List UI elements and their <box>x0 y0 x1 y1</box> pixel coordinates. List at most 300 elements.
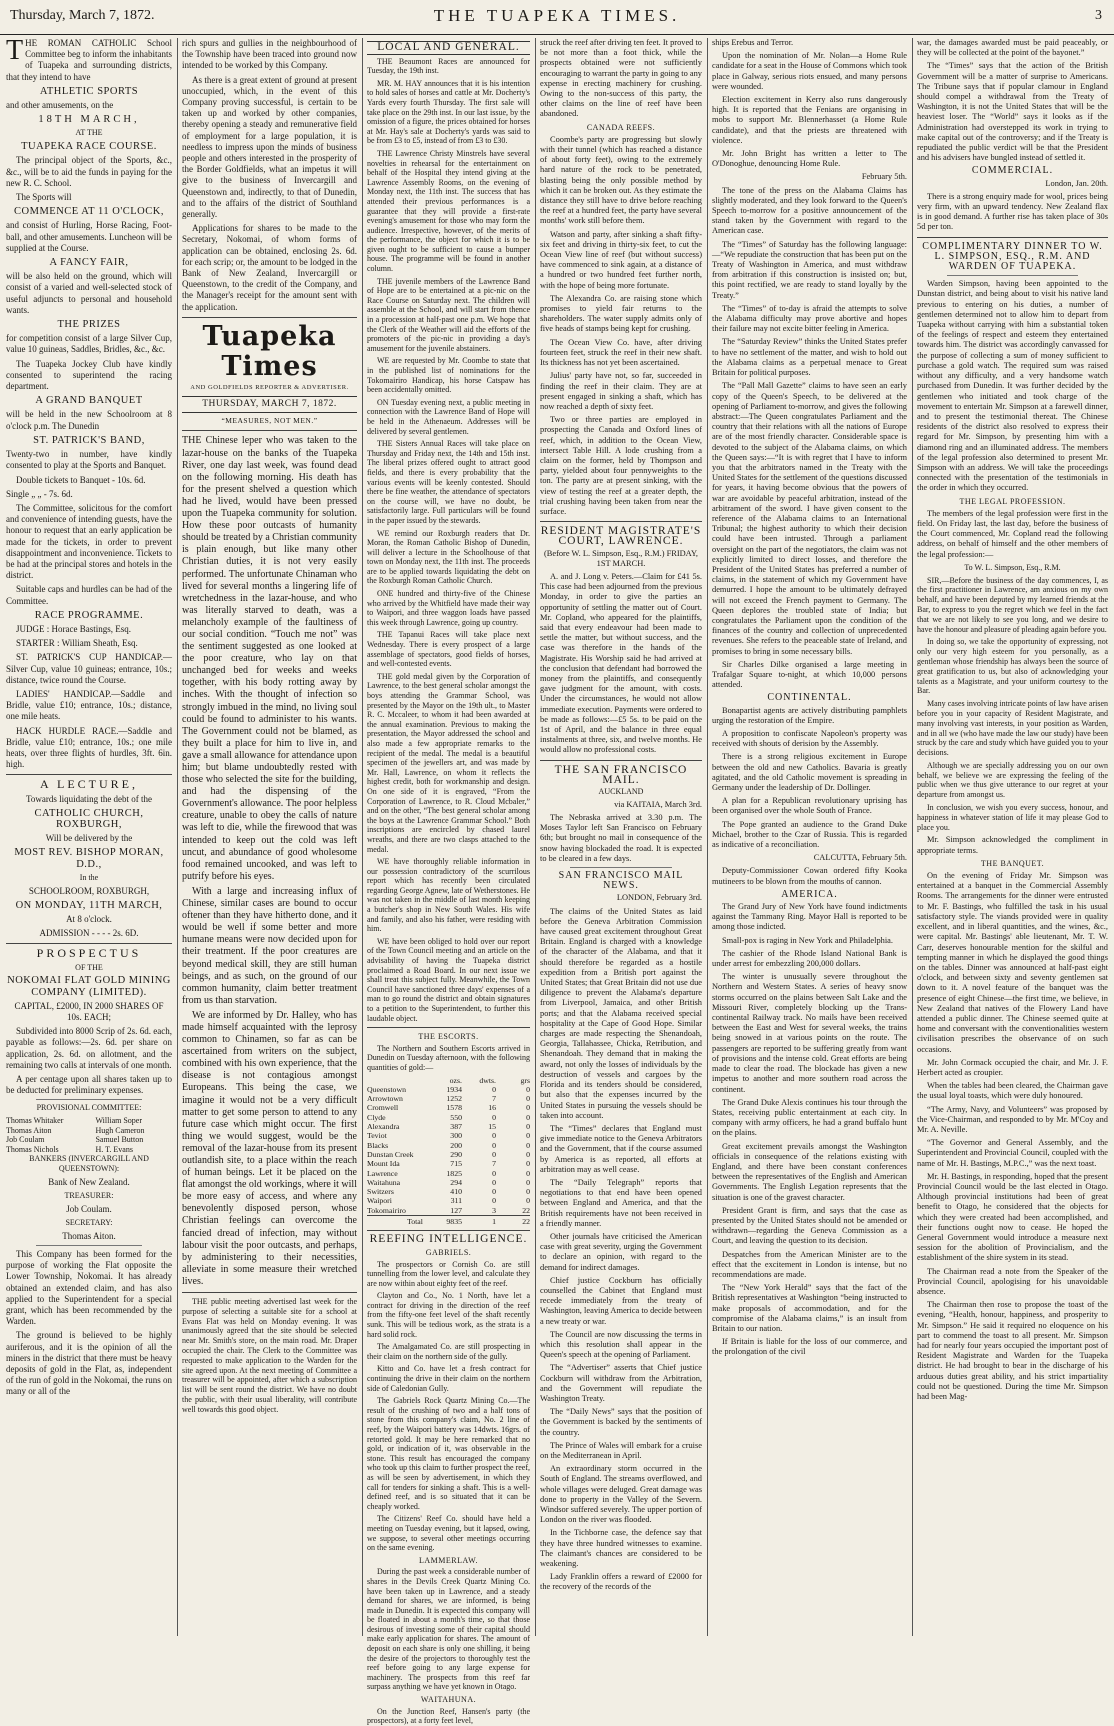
table-cell: 715 <box>450 1159 462 1169</box>
news-item: The Grand Jury of New York have found indictments against the Tammany Ring. Mayor Hall is reported to be among those indicted. <box>712 902 907 932</box>
table-cell: Alexandra <box>367 1122 400 1132</box>
table-cell: 15 <box>488 1122 496 1132</box>
table-cell: Total <box>367 1216 428 1227</box>
column-rule <box>177 38 178 1636</box>
committee-member: H. T. Evans <box>95 1144 133 1154</box>
ad-text: At 8 o'clock. <box>66 914 112 924</box>
table-cell: 0 <box>526 1187 530 1197</box>
ad-subheading: A FANCY FAIR, <box>49 257 129 269</box>
section-heading: LOCAL AND GENERAL. <box>367 41 530 55</box>
table-cell: 0 <box>492 1168 496 1178</box>
ad-text: The Committee, solicitous for the comfort and convenience of intending guests, have the honour to request that an early application be made for the tickets, in order to prevent disappointment and inconvenience. Tickets to be had at the principal stores and hotels in the district. <box>6 502 172 581</box>
section-heading: RESIDENT MAGISTRATE'S COURT, LAWRENCE. <box>540 525 702 548</box>
table-cell: Cromwell <box>367 1103 399 1113</box>
news-item: There is a strong enquiry made for wool, prices being very firm, with an upward tendency. New Zealand flax is in good demand. A further rise has taken place of 30s 5d per ton. <box>917 191 1108 232</box>
section-heading: CONTINENTAL. <box>767 692 852 704</box>
editorial-paragraph: THE Chinese leper who was taken to the lazar-house on the banks of the Tuapeka River, one day last week, was found dead on the following morning. His death has for the present shelved a question which had he lived, would have been pressed upon the Tuapeka community for solution. How these poor outcasts of humanity should be treated by a Christian community is plain enough, but like many other Christian duties, it is not very easily performed. The unfortunate Chinaman who lived for several months a lingering life of wretchedness in the lazar-house, and who was literally starved to death, was a melancholy example of the faultiness of our social condition. “Touch me not” was the sentiment suggested as one looked at the poor creature, who lay on that unchanged bed for weeks and weeks together, with his body rotting away by inches. With the thought of infection so strongly imbued in the mind, no living soul could be found to administer to his wants. The Government could not be blamed, as they built a place for him to live in, and gave a small allowance for attendance upon him; but blame undoubtedly rested with those who selected the site for the building, and had the dispensing of the Government's allowance. The poor helpless creature, unable to obey the calls of nature was left to die, while the firewood that was intended to keep out the cold was left uncut, and abundance of good wholesome food remained uncooked, and was left to putrify before his eyes. <box>182 435 357 882</box>
news-item: Upon the nomination of Mr. Nolan—a Home Rule candidate for a seat in the House of Commons which took place in Galway, serious riots ensued, and many persons were wounded. <box>712 51 907 91</box>
news-item: Watson and party, after sinking a shaft fifty-six feet and driving in thirty-six feet, to cut the Ocean View line of reef (but without success) have commenced to sink again, at a distance of a hundred or two hundred feet further north, with the hope of being more fortunate. <box>540 229 702 290</box>
table-cell: 0 <box>526 1112 530 1122</box>
editorial-paragraph: We are informed by Dr. Halley, who has made himself acquainted with the leprosy common to Chinamen, so far as can be ascertained from writers on the subject, combined with his own experience, that the disease is not contagious amongst Europeans. This being the case, we imagine it would not be a very difficult matter to get some person to attend to any future case which might occur. The first thing we would suggest, would be the removal of the lazar-house from its present outlandish site, to a place within the reach of human beings. Let it be placed on the flat amongst the old workings, where it will be more easy of access, and where any benevolently disposed person, whose Christian feelings can overcome the fancied dread of infection, may without labour visit the poor outcasts, and perhaps, by administering to their necessities, alleviate in some measure their wretched lives. <box>182 1009 357 1287</box>
news-item: Election excitement in Kerry also runs dangerously high. It is reported that the Fenians are organising in mobs to support Mr. Blennerhasset (a Home Rule candidate), and that the priests are threatened with violence. <box>712 95 907 145</box>
news-item: Despatches from the American Minister are to the effect that the excitement in London is intense, but no recommendations are made. <box>712 1249 907 1279</box>
news-item: The cashier of the Rhode Island National Bank is under arrest for embezzling 200,000 dollars. <box>712 948 907 969</box>
ad-heading: A LECTURE, <box>40 777 138 792</box>
ad-text: will be held in the new Schoolroom at 8 o'clock p.m. The Dunedin <box>6 409 172 431</box>
table-cell: Waipori <box>367 1196 392 1206</box>
news-item: The tone of the press on the Alabama Claims has slightly moderated, and they look forward to the Queen's Speech to-morrow for a positive announcement of the stand taken by the Government with regard to the American case. <box>712 185 907 236</box>
table-cell: 294 <box>450 1177 462 1187</box>
ad-subheading: RACE PROGRAMME. <box>34 609 144 621</box>
table-cell: 0 <box>492 1149 496 1159</box>
news-item: The “Advertiser” asserts that Chief justice Cockburn will withdraw from the Arbitration, and the Government will repudiate the Washington Treaty. <box>540 1363 702 1403</box>
news-item: A proposition to confiscate Napoleon's property was received with shouts of derision by the Assembly. <box>712 729 907 749</box>
news-item: A plan for a Republican revolutionary uprising has been organised over the whole South of France. <box>712 796 907 816</box>
news-item: THE public meeting advertised last week for the purpose of selecting a suitable site for a school at Evans Flat was held on Monday evening. It was unanimously agreed that the site should be selected near Mr. Smith's store, on the main road. Mr. Draper occupied the chair. The Clerk to the Committee was requested to make application to the Warden for the site agreed upon. At the next meeting of Committee a treasurer will be appointed, after which a subscription list will be sent round the district. We have no doubt the public, with their usual liberality, will contribute well towards this good object. <box>182 1297 357 1414</box>
divider <box>947 275 1078 276</box>
section-subheading: GABRIELS. <box>425 1247 472 1257</box>
news-item: Great excitement prevails amongst the Washington officials in consequence of the relations existing with England, and there have been constant conferences between the representatives of the English and American Governments. The English Legation represents that the situation is one of the gravest character. <box>712 1141 907 1202</box>
news-item: Julius' party have not, so far, succeeded in finding the reef in their claim. They are at present engaged in sinking a shaft, which has now reached a depth of sixty feet. <box>540 371 702 411</box>
news-item: The “Times” of to-day is afraid the attempts to solve the Alabama difficulty may prove abortive and hopes their failure may not excite bitter feeling in America. <box>712 303 907 334</box>
ad-subheading: A GRAND BANQUET <box>35 395 143 407</box>
news-item: THE gold medal given by the Corporation of Lawrence, to the best general scholar amongst the boys attending the Grammar School, was presented by the Mayor on the 19th ult., to Master R. C. Mccaleer, to whom it had been awarded at the annual examination. Previous to making the presentation, the Mayor addressed the school and also made a few appropriate remarks to the recipient of the medal. The medal is a beautiful specimen of the jewellers art, and was made by Mr. Hall, Lawrence, on whom it reflects the highest credit, both for workmanship and design. On one side of it is engraved, “From the Corporation of Lawrence, to R. Cloud Mcbaler,” and on the other, “The best general scholar among the boys at the Lawrence Grammar School.” Both inscriptions are encircled by chased laurel wreaths, and there are two clasps attached to the medal. <box>367 671 530 854</box>
section-subheading: CANADA REEFS. <box>586 122 656 132</box>
divider <box>182 1292 357 1293</box>
news-item: The Chairman read a note from the Speaker of the Provincial Council, apologising for his unavoidable absence. <box>917 1266 1108 1296</box>
section-heading: THE SAN FRANCISCO MAIL. <box>554 763 688 786</box>
dateline: LONDON, February 3rd. <box>616 893 702 903</box>
column-3 <box>367 38 530 1726</box>
committee-member: William Soper <box>95 1116 143 1126</box>
ad-text: Subdivided into 8000 Scrip of 2s. 6d. each, payable as follows:—2s. 6d. per share on application, 2s. 6d. on allotment, and the remaining two calls at intervals of one month. <box>6 1026 172 1070</box>
table-cell: 9835 <box>428 1216 462 1227</box>
address-text: Although we are specially addressing you on our own behalf, we believe we are expressing the feeling of the public when we thus give utterance to our regret at your departure from amongst us. <box>917 760 1108 800</box>
news-item: “The Governor and General Assembly, and the Superintendent and Provincial Council, coupled with the name of Mr. H. Bastings, M.P.C.,” was the next toast. <box>917 1138 1108 1168</box>
table-row <box>367 1178 530 1187</box>
news-item: THE Lawrence Christy Minstrels have several novelties in rehearsal for the entertainment on behalf of the Hospital they intend giving at the Lawrence Assembly Rooms, on the evening of Monday next, the 11th inst. The success that has attended their previous performances is a guarantee that they will provide a first-rate evening's amusement for those who may form the audience. Irrespective, however, of the merits of the performance, the object for which it is to be given ought to be sufficient to cause a bumper house. The programme will be found in another column. <box>367 148 530 274</box>
committee-member: Thomas Whitaker <box>6 1116 64 1126</box>
news-item: war, the damages awarded must be paid peaceably, or they will be collected at the point of the bayonet.” <box>917 38 1108 58</box>
news-item: The Gabriels Rock Quartz Mining Co.—The result of the crushing of two and a half tons of stone from this company's claim, No. 2 line of reef, by the Waipori battery was 14dwts. 16grs. of retorted gold. It may be here remarked that no gold, or indication of it, was observable in the stone. This result has encouraged the company who took up this claim to further prospect the reef, as will be seen by advertisement, in which they call for tenders for sinking a shaft. This is a well-defined reef, and is so situated that it can be cheaply worked. <box>367 1396 530 1511</box>
table-row <box>367 1196 530 1205</box>
ad-text: The Tuapeka Jockey Club have kindly consented to superintend the racing department. <box>6 358 172 392</box>
table-row <box>367 1094 530 1103</box>
news-item: The “Daily News” says that the position of the Government is backed by the sentiments of the country. <box>540 1407 702 1437</box>
ad-text: CAPITAL, £2000, IN 2000 SHARES OF 10s. EACH; <box>14 1000 164 1023</box>
news-item: An extraordinary storm occurred in the South of England. The streams overflowed, and whole villages were deluged. Great damage was done to property in the Valley of the Severn. Windsor suffered severely. The upper portion of London on the river was flooded. <box>540 1464 702 1525</box>
news-item: Clayton and Co., No. 1 North, have let a contract for driving in the direction of the reef from the fifty-one feet level of the shaft recently sunk. This will be tedious work, as the strata is a hard solid rock. <box>367 1291 530 1339</box>
news-item: ships Erebus and Terror. <box>712 38 794 47</box>
table-row <box>367 1122 530 1131</box>
dateline: via KAITAIA, March 3rd. <box>614 799 702 809</box>
table-cell: 0 <box>526 1149 530 1159</box>
column-header: grs <box>520 1075 530 1085</box>
news-item: THE juvenile members of the Lawrence Band of Hope are to be entertained at a pic-nic on the Race Course on Saturday next. The children will assemble at the School, and will start from thence in a procession at half-past one p.m. We hope that the Clerk of the Weather will aid the efforts of the promoters of the pic-nic in providing a day's amusement for the juvenile abstainers. <box>367 276 530 353</box>
ad-text: MOST REV. BISHOP MORAN, D.D., <box>14 847 164 870</box>
ad-intro: HE ROMAN CATHOLIC School Committee beg to inform the inhabitants of Tuapeka and surrounding districts, that they intend to have <box>6 38 172 82</box>
ad-text: Towards liquidating the debt of the <box>25 793 153 804</box>
table-row <box>367 1131 530 1140</box>
ad-text: OF THE <box>75 962 103 972</box>
news-item: Mr. John Cormack occupied the chair, and Mr. J. F. Herbert acted as croupier. <box>917 1057 1108 1077</box>
ad-text: AT THE <box>75 128 103 138</box>
news-item: The prospectors or Cornish Co. are still tunnelling from the lower level, and calculate they are now within about eighty feet of the reef. <box>367 1259 530 1288</box>
table-cell: Blacks <box>367 1140 389 1150</box>
divider <box>6 943 172 944</box>
divider <box>36 1245 142 1246</box>
divider <box>367 1230 530 1231</box>
nameplate: Tuapeka Times <box>202 320 337 382</box>
divider <box>367 1027 530 1028</box>
committee-member: Thomas Nichols <box>6 1144 59 1154</box>
news-item: The claims of the United States as laid before the Geneva Arbitration Commission have caused great excitement throughout Great Britain. England is charged with a knowledge of the character of the Alabama, and that it should therefore be regarded as a hostile expedition from a British port against the United States; that Great Britain did not use due diligence to prevent the Alabama's departure from Liverpool, Jamaica, and other British ports; and that the Alabama received special hospitality at the Cape of Good Hope. Similar charges are made respecting the Shenandoah, Georgia, Tallahassee, Chicka, Retribution, and Shenandoah. They demand that in making the award, not only the losses of individuals by the destruction of vessels and cargoes by the Florida and its tenders should be considered, but also that the expenses incurred by the United States in pursuing the vessels should be taken into account. <box>540 906 702 1120</box>
table-cell: Clyde <box>367 1112 386 1122</box>
news-item: WE remind our Roxburgh readers that Dr. Moran, the Roman Catholic Bishop of Dunedin, will deliver a lecture in the Schoolhouse of that town on Monday next, the 11th inst. The proceeds are to be applied towards liquidating the debt on the Roxburgh Roman Catholic Church. <box>367 528 530 586</box>
table-cell: 1578 <box>446 1103 462 1113</box>
table-row <box>367 1169 530 1178</box>
column-header: ozs. <box>449 1075 462 1085</box>
table-cell: Arrowtown <box>367 1094 403 1104</box>
section-heading: REEFING INTELLIGENCE. <box>369 1233 528 1246</box>
table-cell: 0 <box>526 1094 530 1104</box>
dateline: AUCKLAND <box>598 787 644 797</box>
address-text: SIR,—Before the business of the day commences, I, as the first practitioner in Lawrence, am anxious on my own behalf, and have been deputed by my learned friends at the Bar, to express to you the regret which we feel in the fact that we are not likely to see you long, and we desire to have the honour and pleasure of pleading again before you. <box>917 575 1108 634</box>
divider <box>182 317 357 318</box>
table-cell: 1 <box>462 1216 496 1227</box>
news-item: WE have thoroughly reliable information in our possession contradictory of the scurrilous report which has recently been circulated regarding George Agnew, late of Wetherstones. He was not taken in the middle of last month keeping a butcher's shop in New South Wales. His wife and family, and also his father, were residing with him. <box>367 857 530 934</box>
table-cell: Queenstown <box>367 1084 406 1094</box>
news-item: The Alexandra Co. are raising stone which promises to yield fair returns to the shareholders. The water supply admits only of five heads of stamps being kept for crushing. <box>540 293 702 334</box>
news-item: Kitto and Co. have let a fresh contract for continuing the drive in their claim on the northern side of Caledonian Gully. <box>367 1364 530 1393</box>
column-2 <box>182 38 357 1636</box>
column-rule <box>362 38 363 1636</box>
news-item: The “Saturday Review” thinks the United States prefer to have no settlement of the matter, and wish to hold out the Alabama claims as a perpetual menace to Great Britain for political purposes. <box>712 337 907 378</box>
ad-text: As there is a great extent of ground at present unoccupied, which, in the event of this Company proving successful, is certain to be taken up and worked by other companies, thereby opening a steady and remunerative field of employment for a large population, it is needless to impress upon the minds of business people and others interested in the prosperity of the Border Goldfields, what an impetus it will give to the business of Invercargill and Queenstown and, indirectly, to that of Dunedin, and to the affairs of the district of Southland generally. <box>182 74 357 220</box>
news-item: MR. M. HAY announces that it is his intention to hold sales of horses and cattle at Mr. Docherty's Yards every fourth Thursday. The first sale will take place on the 29th inst. In our last issue, by the omission of a figure, the prices obtained for horses at Mr. Hay's sale at Docherty's yards was said to be from £3 to £5, instead of from £3 to £30. <box>367 78 530 146</box>
table-row <box>367 1141 530 1150</box>
page-number: 3 <box>1095 8 1102 23</box>
table-cell: Dunstan Creek <box>367 1149 414 1159</box>
ad-text: will be also held on the ground, which will consist of a varied and well-selected stock of useful adjuncts to personal and household wants. <box>6 271 172 315</box>
section-heading: COMMERCIAL. <box>971 165 1054 177</box>
address-salutation: To W. L. Simpson, Esq., R.M. <box>964 562 1061 572</box>
news-item: The “Pall Mall Gazette” claims to have seen an early copy of the Queen's Speech, to be delivered at the opening of Parliament to-morrow, and gives the following abstract:—The Queen congratulates Parliament and the country that their relations with all the nations of Europe are of the most friendly character. Considerable space is devoted to the subject of the Alabama claims, on which the Queen says:—“It is with regret that I have to inform you that the arbitrators named in the Treaty with the United States for the settlement of the questions discussed for years, it having become obvious that the powers of war are avoidable by peaceful arbitration, instead of the arbitrament of the sword. I have given consent to the reference of the Alabama claims to an International Tribunal; the highest authority to which their decision could have been intrusted. Through a parliament oversight on the part of the negotiators, the claim was not explicitly limited to direct losses, and therefore the President of the United States has preferred a number of claims, in the statement of which my Government have demurred. I hope the amount to be ultimately defrayed will not exceed the French payment to Germany. The Queen deplores the troubled state of India; but congratulates the Parliament upon the condition of the finances of the country and collection of unprecedented revenues. She refers to the peaceable state of Ireland, and promises to bring in some necessary bills. <box>712 381 907 656</box>
news-item: During the past week a considerable number of shares in the Devils Creek Quartz Mining Co. have been taken up in Lawrence, and a steady demand for shares, we are informed, is being made in Dunedin. It is expected this company will be floated in about a month's time, so that those desirous of investing some of their capital should make early application for shares. The amount of deposit on each share is only one shilling, it being the desire of the projectors to thoroughly test the reef before going to any large expense for machinery. The prospects from this reef far surpass anything we have yet known in Otago. <box>367 1567 530 1692</box>
news-item: Bonapartist agents are actively distributing pamphlets urging the restoration of the Empire. <box>712 705 907 725</box>
news-item: THE Tapanui Races will take place next Wednesday. There is every prospect of a large assemblage of spectators, good fields of horses, and well-contested events. <box>367 630 530 669</box>
table-row <box>367 1113 530 1122</box>
committee-member: Samuel Button <box>95 1135 144 1145</box>
table-row <box>367 1150 530 1159</box>
table-cell: 290 <box>450 1149 462 1159</box>
ad-heading: ATHLETIC SPORTS <box>39 85 139 97</box>
table-row <box>367 1085 530 1094</box>
news-item: Other journals have criticised the American case with great severity, urging the Government to declare an opinion, with regard to the demand for indirect damages. <box>540 1231 702 1272</box>
news-item: In the Tichborne case, the defence say that they have three hundred witnesses to examine. The claimant's chances are considered to be weakening. <box>540 1528 702 1569</box>
table-row <box>367 1206 530 1216</box>
race-entry: ST. PATRICK'S CUP HANDICAP.—Silver Cup, value 10 guineas; entrance, 10s.; distance, twice round the Course. <box>6 652 172 685</box>
table-row <box>367 1103 530 1112</box>
news-item: President Grant is firm, and says that the case as presented by the United States should not be amended or withdrawn—regarding the Geneva Commission as a Court, and leaving the question to its decision. <box>712 1205 907 1246</box>
news-item: The “Times” declares that England must give immediate notice to the Geneva Arbitrators and the Government, that if the course assumed by America is as reported, all efforts at arbitration may as well cease. <box>540 1123 702 1174</box>
nameplate-subtitle: AND GOLDFIELDS REPORTER & ADVERTISER. <box>190 383 349 391</box>
dateline: London, Jan. 20th. <box>1045 178 1108 188</box>
column-1 <box>6 35 172 1636</box>
address-text: In doing so, we take the opportunity of expressing, not only our very high esteem for you personally, as a gentleman whose friendship has always been the source of great gratification to us, but also of acknowledging your talents as a Magistrate, and your uniform courtesy to the Bar. <box>917 637 1108 696</box>
table-cell: 0 <box>526 1159 530 1169</box>
section-heading: THE ESCORTS. <box>418 1032 479 1042</box>
news-item: Mr. H. Bastings, in responding, hoped that the present Provincial Council would be the last elected in Otago. Although provincial institutions had been of great benefit to Otago, he considered that the objects for which they were created had been accomplished, and their functions ought now to cease. He hoped the General Government would introduce a measure next session for the abolition of Provincialism, and the establishment of the shire system in its stead. <box>917 1171 1108 1263</box>
news-item: The “New York Herald” says that the fact of the British representatives at Washington “being instructed to make proposals of accommodation, and for the compromise of the Alabama claims,” is an insult from Britain to our nation. <box>712 1283 907 1333</box>
table-cell: 200 <box>450 1140 462 1150</box>
ad-text: JUDGE : Horace Bastings, Esq. <box>16 623 131 634</box>
news-item: THE Sisters Annual Races will take place on Thursday and Friday next, the 14th and 15th inst. The liberal prizes offered ought to attract good fields, and there is every probability that the various events will be keenly contested. Should there be fine weather, the attendance of spectators on the course will, we have no doubt, be satisfactorily large. Full particulars will be found in the paper issued by the stewards. <box>367 439 530 525</box>
section-subheading: WAITAHUNA. <box>420 1695 477 1705</box>
news-item: WE are requested by Mr. Coombe to state that in the published list of nominations for the Tokomairiro Handicap, his horse Catspaw has been accidentally omitted. <box>367 356 530 395</box>
table-cell: 387 <box>450 1122 462 1132</box>
table-cell: 300 <box>450 1131 462 1141</box>
news-item: THE Beaumont Races are announced for Tuesday, the 19th inst. <box>367 56 530 76</box>
divider <box>6 774 172 775</box>
column-6 <box>917 38 1108 1636</box>
dateline: CALCUTTA, February 5th. <box>813 853 907 863</box>
column-rule <box>912 38 913 1636</box>
table-row <box>367 1187 530 1196</box>
table-cell: 0 <box>492 1187 496 1197</box>
news-item: Lady Franklin offers a reward of £2000 for the recovery of the records of the <box>540 1572 702 1592</box>
ad-subheading: COMMENCE AT 11 O'CLOCK, <box>14 206 164 218</box>
ad-text: Suitable caps and hurdles can be had of the Committee. <box>6 584 172 606</box>
ad-text: ON MONDAY, 11TH MARCH, <box>15 899 163 911</box>
news-item: “The Army, Navy, and Volunteers” was proposed by the Vice-Chairman, and responded to by Mr. M'Coy and Mr. A. Neville. <box>917 1104 1108 1134</box>
ad-text: The ground is believed to be highly auriferous, and it is the opinion of all the miners in the district that there must be heavy deposits of gold in the Flat, as, independent of the run of gold in the Nokomai, the runs on many or all of the <box>6 1330 172 1397</box>
table-cell: 0 <box>526 1131 530 1141</box>
committee-member: Thomas Aiton <box>6 1125 52 1135</box>
table-cell: 1934 <box>446 1084 462 1094</box>
drop-cap: T <box>6 35 24 66</box>
table-cell: 1252 <box>446 1094 462 1104</box>
ticket-price-single: Single „ „ - 7s. 6d. <box>6 488 73 499</box>
address-text: In conclusion, we wish you every success, honour, and happiness in whatever station of life it may please God to place you. <box>917 803 1108 832</box>
table-cell: 0 <box>526 1103 530 1113</box>
address-text: Many cases involving intricate points of law have arisen before you in your capacity of Resident Magistrate, and many involving vast interests, in your position as Warden, and in all we (who have made the law our study) have been struck by the care and study which have guided you to your decisions. <box>917 699 1108 758</box>
table-cell: 0 <box>492 1196 496 1206</box>
newspaper-title: THE TUAPEKA TIMES. <box>433 6 681 25</box>
race-entry: LADIES' HANDICAP.—Saddle and Bridle, value £10; entrance, 10s.; distance, one mile heats. <box>6 688 172 722</box>
ad-venue: TUAPEKA RACE COURSE. <box>21 141 157 153</box>
sports-advertisement <box>6 35 172 770</box>
news-item: Mr. John Bright has written a letter to The O'Donoghue, denouncing Home Rule. <box>712 149 907 169</box>
admission-price: ADMISSION - - - - 2s. 6D. <box>39 928 139 939</box>
news-item: On the evening of Friday Mr. Simpson was entertained at a banquet in the Commercial Assembly Rooms. The arrangements for the dinner were entrusted to Mr. F. Bastings, who fulfilled the task in his usual satisfactory style. The viands provided were in quality excellent, and in liberal quantities, and the wines, &c., were capital. Mr. Bastings' able lieutenant, Mr. T. W. Carr, deserves honourable mention for the skilful and tempting manner in which he displayed the good things on the tables. Dinner was announced at half-past eight o'clock, and between sixty and seventy gentlemen sat down to it. A novel feature of the banquet was the presence of eight Chinese—the first time, we believe, in New Zealand that natives of the Flowery Land have attended a public dinner. The Chinese seemed quite at home and conversant with the conventionalities western civilisation prescribes the observance of on such occasions. <box>917 871 1108 1054</box>
editorial-dateline: THURSDAY, MARCH 7, 1872. <box>182 396 357 413</box>
issue-date: Thursday, March 7, 1872. <box>10 8 155 23</box>
news-item: There is a strong religious excitement in Europe between the old and new Catholics. Bavaria is greatly agitated, and the old Catholic movement is spreading in Germany under the leadership of Dr. Dollinger. <box>712 752 907 793</box>
ad-subheading: ST. PATRICK'S BAND, <box>33 434 145 446</box>
table-cell: Tokomairiro <box>367 1205 406 1215</box>
news-item: The Prince of Wales will embark for a cruise on the Mediterranean in April. <box>540 1440 702 1460</box>
news-item: A. and J. Long v. Peters.—Claim for £41 5s. This case had been adjourned from the previous Monday, in order to give the parties an opportunity of settling the matter out of Court. Mr. Copland, who appeared for the plaintiffs, said that every endeavour had been made to settle the matter, but without success, and the case was therefore in the hands of the Magistrate. His Worship said he had arrived at the conclusion that defendant had borrowed the money from the plaintiffs, and consequently gave judgment for the amount, with costs. Under the circumstances, he would not allow immediate execution. Payments were ordered to be made as follows:—£5 5s. to be paid on the 1st of April, and the balance in three equal instalments at three, six, and twelve months. He would allow no professional costs. <box>540 571 702 755</box>
table-cell: Waitahuna <box>367 1177 401 1187</box>
ad-text: for competition consist of a large Silver Cup, value 10 guineas, Saddles, Bridles, &c., &c. <box>6 333 172 355</box>
table-cell: 0 <box>526 1196 530 1206</box>
ad-text: SCHOOLROOM, ROXBURGH, <box>28 885 150 896</box>
table-cell: Mount Ida <box>367 1159 400 1169</box>
table-header-row <box>367 1076 530 1085</box>
table-cell: 410 <box>450 1187 462 1197</box>
lecture-advertisement <box>6 779 172 939</box>
editorial-paragraph: With a large and increasing influx of Chinese, similar cases are bound to occur oftener than they have hitherto done, and it would be well if some better and more humane means were now decided upon for their treatment. If the poor creatures are beyond medical skill, they are still human beings, and as such, on the ground of our common humanity, claim better treatment from us than starvation. <box>182 885 357 1006</box>
column-header: dwts. <box>479 1075 496 1085</box>
ad-text: CATHOLIC CHURCH, ROXBURGH, <box>34 807 144 830</box>
ad-text: and other amusements, on the <box>6 100 114 111</box>
divider <box>917 237 1108 238</box>
ad-date: 18TH MARCH, <box>38 114 140 126</box>
news-item: The Grand Duke Alexis continues his tour through the States, receiving public entertainment at each city. In company with army officers, he had a grand buffalo hunt on the plains. <box>712 1097 907 1138</box>
committee-list <box>6 1116 172 1154</box>
section-heading: SAN FRANCISCO MAIL NEWS. <box>558 870 684 892</box>
ad-subheading: TREASURER: <box>64 1191 114 1201</box>
ad-text: STARTER : William Sheath, Esq. <box>16 638 138 649</box>
table-cell: 0 <box>492 1084 496 1094</box>
ad-text: In the <box>79 872 99 882</box>
news-item: Two or three parties are employed in prospecting the Canada and Oxford lines of reef, which, in addition to the Ocean View, intersect Table Hill. A lode crushing from a claim on the former, held by Thompson and party, yielded about four pennyweights to the ton. The party are at present sinking, with the view of testing the reef at a greater depth, the trial crushing having been taken from near the surface. <box>540 415 702 516</box>
news-item: Mr. Simpson acknowledged the compliment in appropriate terms. <box>917 835 1108 855</box>
ad-text: rich spurs and gullies in the neighbourhood of the Township have been traced into ground now intended to be worked by this Company. <box>182 38 357 71</box>
news-item: The “Times” says that the action of the British Government will be a matter of surprise to Americans. The Tribune says that if popular clamour in England should compel a withdrawal from the Treaty of Washington, it is not the United States that will be the heaviest loser. The “World” says it looks as if the Administration had overstepped its work in trying to make capital out of the controversy; and if the Treaty is repudiated the public verdict will be that the President and his advisers have bungled instead of settled it. <box>917 61 1108 163</box>
section-heading: AMERICA. <box>781 888 838 900</box>
motto: “MEASURES, NOT MEN.” <box>221 416 318 426</box>
ad-subheading: THE PRIZES <box>57 319 121 331</box>
news-item: The Citizens' Reef Co. should have held a meeting on Tuesday evening, but it lapsed, owing, we suppose, to several other meetings occurring on the same evening. <box>367 1514 530 1553</box>
news-item: The Pope granted an audience to the Grand Duke Michael, brother to the Czar of Russia. This is regarded as indicative of a reconciliation. <box>712 819 907 850</box>
news-item: Sir Charles Dilke organised a large meeting in Trafalgar Square to-night, at which 10,000 persons attended. <box>712 659 907 690</box>
table-cell: 0 <box>492 1112 496 1122</box>
ad-text: This Company has been formed for the purpose of working the Flat opposite the Lower Township, Nokomai. It has already obtained an extended claim, and has also applied to the Superintendent for a special grant, which has been recommended by the Warden. <box>6 1249 172 1327</box>
news-item: The winter is unusually severe throughout the Northern and Western States. A series of heavy snow storms occurred on the plains between Salt Lake and the Missouri River, completely blocking up the Trans-continental Railway track. No mails have been received between the East and West for several weeks, the trains being snowed in at various points on the route. The passengers are reported to be suffering greatly from want of provisions and the intense cold. Great efforts are being made to clear the road. The blockade has given a new impetus to another and more southern road across the continent. <box>712 972 907 1094</box>
table-cell: Lawrence <box>367 1168 398 1178</box>
ad-text: Twenty-two in number, have kindly consented to play at the Sports and Banquet. <box>6 449 172 471</box>
ad-text: Job Coulam. <box>66 1203 112 1214</box>
race-entry: HACK HURDLE RACE.—Saddle and Bridle, value £10; entrance, 10s.; one mile heats, over three flights of hurdles, 3ft. 6in. high. <box>6 725 172 770</box>
table-cell: 22 <box>496 1216 530 1227</box>
prospectus-advertisement <box>6 948 172 1397</box>
ad-text: Will be delivered by the <box>45 833 133 844</box>
ad-text: Applications for shares to be made to the Secretary, Nokomai, of whom forms of application can be obtained, enclosing 2s. 6d. for each scrip; or, the amount to be lodged in the Bank of New Zealand, Invercargill or Queenstown, to the credit of the Company, and the Manager's receipt for the amount sent with the application. <box>182 223 357 312</box>
table-cell: 7 <box>492 1159 496 1169</box>
section-subheading: THE BANQUET. <box>980 858 1045 868</box>
section-subheading: LAMMERLAW. <box>419 1555 478 1565</box>
news-item: The Council are now discussing the terms in which this resolution shall appear in the Queen's speech at the opening of Parliament. <box>540 1329 702 1360</box>
table-cell: 0 <box>526 1168 530 1178</box>
news-item: The “Times” of Saturday has the following language:—“We repudiate the construction that has been put on the Treaty of Washington in America, and must withdraw from arbitration if this construction is insisted on; but, this point rectified, we are ready to stand loyally by the Treaty.” <box>712 239 907 300</box>
news-item: The Northern and Southern Escorts arrived in Dunedin on Tuesday afternoon, with the following quantities of gold:— <box>367 1043 530 1072</box>
news-item: ON Tuesday evening next, a public meeting in connection with the Lawrence Band of Hope will be held in the Athenaeum. Addresses will be delivered by several gentlemen. <box>367 397 530 436</box>
divider <box>182 430 357 431</box>
divider <box>36 1099 142 1100</box>
table-cell: 0 <box>526 1177 530 1187</box>
news-item: When the tables had been cleared, the Chairman gave the usual loyal toasts, which were duly honoured. <box>917 1081 1108 1101</box>
ad-heading: PROSPECTUS <box>36 946 142 961</box>
table-cell: 1825 <box>446 1168 462 1178</box>
committee-member: Hugh Cameron <box>95 1125 145 1135</box>
news-item: If Britain is liable for the loss of our commerce, and the prolongation of the civil <box>712 1337 907 1357</box>
news-item: The Amalgamated Co. are still prospecting in their claim on the northern side of the gully. <box>367 1342 530 1361</box>
news-item: On the Junction Reef, Hansen's party (the prospectors), at a forty feet level, <box>367 1706 530 1726</box>
news-item: Small-pox is raging in New York and Philadelphia. <box>722 935 893 945</box>
column-4 <box>540 38 702 1636</box>
table-cell: 0 <box>526 1140 530 1150</box>
table-cell: 127 <box>450 1205 462 1215</box>
ad-text: The Sports will <box>16 192 72 203</box>
table-cell: 22 <box>522 1205 530 1215</box>
news-item: Deputy-Commissioner Cowan ordered fifty Kooka mutineers to be blown from the mouths of cannon. <box>712 866 907 886</box>
ad-text: Thomas Aiton. <box>62 1230 116 1241</box>
committee-member: Job Coulam <box>6 1135 45 1145</box>
ad-subheading: SECRETARY: <box>65 1218 113 1228</box>
table-cell: 7 <box>492 1094 496 1104</box>
table-total-row <box>367 1216 530 1227</box>
news-item: The members of the legal profession were first in the field. On Friday last, the last day, before the business of the Court commenced, Mr. Copland read the following address, on behalf of himself and the other members of the legal profession:— <box>917 508 1108 559</box>
ad-text: A per centage upon all shares taken up to be deducted for preliminary expenses. <box>6 1074 172 1096</box>
table-row <box>367 1159 530 1168</box>
ticket-price-double: Double tickets to Banquet - 10s. 6d. <box>16 474 146 485</box>
column-5 <box>712 38 907 1636</box>
table-cell: 0 <box>492 1140 496 1150</box>
divider <box>540 521 702 522</box>
ad-subheading: PROVISIONAL COMMITTEE: <box>36 1103 142 1113</box>
column-rule <box>535 38 536 1636</box>
escort-gold-table <box>367 1076 530 1227</box>
ad-text: and consist of Hurling, Horse Racing, Foot-ball, and other amusements. Luncheon will be supplied at the Course. <box>6 220 172 253</box>
news-item: The Ocean View Co. have, after driving fourteen feet, struck the reef in their new shaft. Its thickness has not yet been ascertained. <box>540 337 702 368</box>
table-cell: 550 <box>450 1112 462 1122</box>
masthead <box>0 0 1114 35</box>
dateline: February 5th. <box>861 172 907 182</box>
news-item: (Before W. L. Simpson, Esq., R.M.) FRIDAY, 1ST MARCH. <box>543 548 699 568</box>
table-cell: Switzers <box>367 1187 394 1197</box>
section-heading: COMPLIMENTARY DINNER TO W. L. SIMPSON, ESQ., R.M. AND WARDEN OF TUAPEKA. <box>922 240 1103 273</box>
company-name: NOKOMAI FLAT GOLD MINING COMPANY (LIMITED). <box>7 975 171 998</box>
divider <box>570 867 672 868</box>
news-item: Warden Simpson, having been appointed to the Dunstan district, and being about to visit his native land previous to entering on his duties, a number of gentlemen determined not to allow him to depart from Tuapeka without carrying with him a substantial token of the feelings of respect and esteem they entertained towards him. The district was accordingly canvassed for the purpose of collecting a sum of money sufficient to purchase a gold watch. The required sum was raised without any difficulty, and a very handsome watch purchased from Dunedin. It was further decided by the gentlemen who initiated and took charge of the movement to entertain Mr. Simpson at a farewell dinner, and to present the testimonial thereat. The Chinese residents of the district also resolved to express their regard for Mr. Simpson, by presenting him with a diamond ring and an illuminated address. The members of the legal profession also determined to present Mr. Simpson with an address. We will take the proceedings connected with the presentation of the testimonials in the order in which they occurred. <box>917 279 1108 493</box>
news-item: ONE hundred and thirty-five of the Chinese who arrived by the Whitfield have made their way to Waipori, and three waggon loads have passed this week through Lawrence, going up country. <box>367 589 530 627</box>
news-item: struck the reef after driving ten feet. It proved to be not more than a foot thick, while the prospects obtained were not sufficiently encouraging to warrant the party in going to any expense in erecting machinery for crushing. Owing to the non-success of this party, the other claims on the line of reef have been abandoned. <box>540 38 702 119</box>
news-item: The “Daily Telegraph” reports that negotiations to that end have been opened between England and America, and that the British requirements have not been received in a friendly manner. <box>540 1177 702 1228</box>
table-cell: 311 <box>450 1196 462 1206</box>
table-cell: 0 <box>526 1122 530 1132</box>
news-item: The Chairman then rose to propose the toast of the evening, “Health, honour, happiness, and prosperity to Mr. Simpson.” He said it required no eloquence on his part to commend the toast to all present. Mr. Simpson had for nearly four years occupied the important post of Resident Magistrate and Warden for the Tuapeka district. He had brought to bear in the discharge of his arduous duties great ability, and his strict impartiality could not be questioned. During the time Mr. Simpson had been Mag- <box>917 1300 1108 1402</box>
news-item: Chief justice Cockburn has officially counselled the Cabinet that England must recede immediately from the treaty of Washington, leaving America to decide between a new treaty or war. <box>540 1275 702 1326</box>
news-item: WE have been obliged to hold over our report of the Town Council meeting and an article on the advisability of having the Tuapeka district proclaimed a Road Board. In our next issue we shall treat this subject fully. Meanwhile, the Town Council have sanctioned three days' expenses of a man to go round the district and obtain signatures to a petition to the Superintendent, to further this laudable object. <box>367 936 530 1023</box>
table-cell: 3 <box>492 1205 496 1215</box>
news-item: Coombe's party are progressing but slowly with their tunnel (which has reached a distance of about forty feet), owing to the extremely hard nature of the rock to be penetrated, blasting being the only possible method by which it can be broken out. As they estimate the distance they still have to drive before reaching the reef at a hundred feet, the party have several months' work still before them. <box>540 134 702 226</box>
ad-subheading: BANKERS (INVERCARGILL AND QUEENSTOWN): <box>29 1154 149 1174</box>
divider <box>540 760 702 761</box>
table-cell: 0 <box>492 1131 496 1141</box>
ad-text: The principal object of the Sports, &c., &c., will be to aid the funds in paying for the new R. C. School. <box>6 155 172 188</box>
local-news-list <box>367 57 530 1024</box>
column-rule <box>707 38 708 1636</box>
table-cell: Teviot <box>367 1131 387 1141</box>
ad-text: Bank of New Zealand. <box>48 1176 130 1187</box>
news-item: The Nebraska arrived at 3.30 p.m. The Moses Taylor left San Francisco on February 6th; but brought no mail in consequence of the snow having blockaded the road. It is expected to be cleared in a few days. <box>540 813 702 863</box>
table-cell: 0 <box>526 1084 530 1094</box>
table-cell: 16 <box>488 1103 496 1113</box>
table-cell: 0 <box>492 1177 496 1187</box>
section-subheading: THE LEGAL PROFESSION. <box>959 496 1066 506</box>
